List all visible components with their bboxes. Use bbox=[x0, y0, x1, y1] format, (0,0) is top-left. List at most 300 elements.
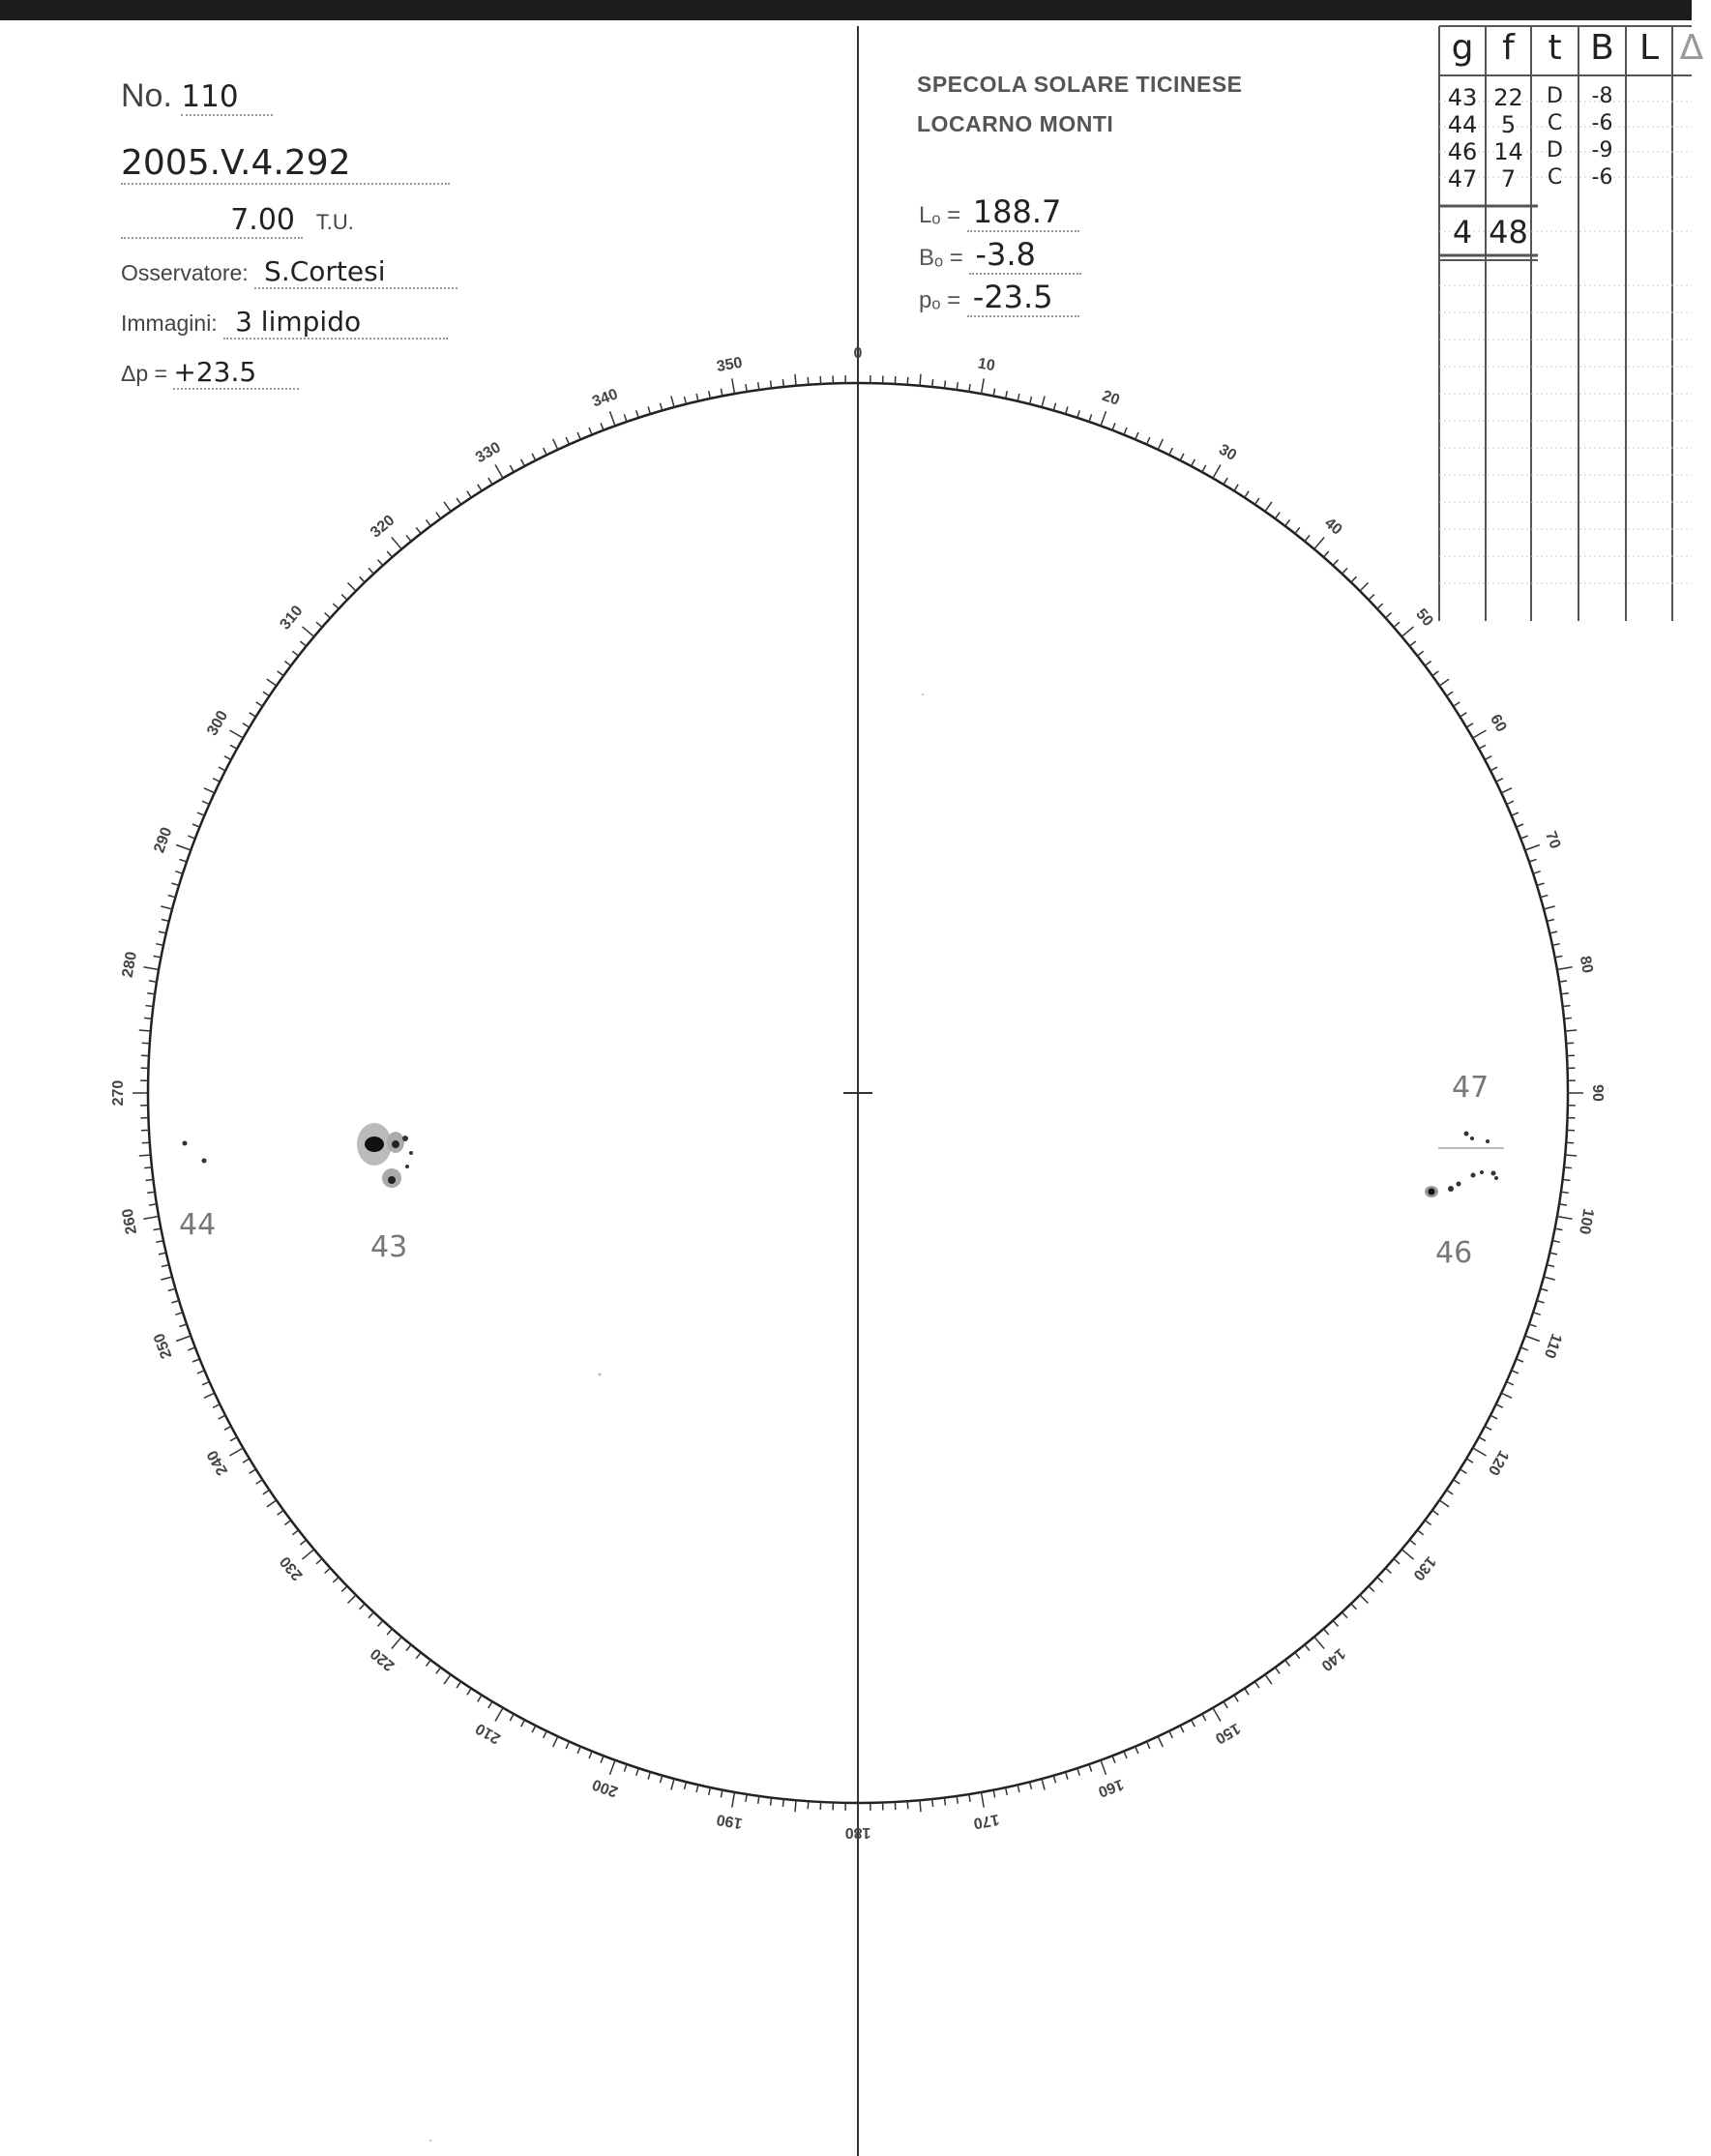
scale-tick bbox=[746, 1794, 747, 1802]
scale-tick bbox=[610, 1760, 616, 1775]
scale-tick bbox=[1314, 538, 1324, 549]
scale-tick bbox=[1564, 1018, 1572, 1019]
scale-tick bbox=[1066, 1772, 1068, 1780]
scale-tick bbox=[159, 1253, 166, 1255]
scale-tick bbox=[1529, 859, 1537, 862]
scale-tick bbox=[300, 641, 306, 646]
scale-tick bbox=[601, 1756, 604, 1763]
scale-tick bbox=[316, 1559, 322, 1564]
scale-tick bbox=[982, 378, 985, 394]
scale-tick bbox=[149, 1204, 157, 1205]
scale-tick bbox=[1401, 627, 1413, 636]
scale-label: 340 bbox=[590, 386, 621, 411]
col-header-t: t bbox=[1548, 28, 1562, 68]
scale-tick bbox=[192, 1359, 199, 1362]
number-label: No. bbox=[121, 77, 172, 114]
scale-tick bbox=[303, 627, 314, 636]
scale-tick bbox=[162, 920, 169, 922]
col-header-B: B bbox=[1590, 28, 1614, 68]
scale-tick bbox=[610, 411, 616, 426]
scale-tick bbox=[488, 1701, 492, 1708]
scale-tick bbox=[1559, 1204, 1567, 1205]
scale-tick bbox=[1377, 1578, 1383, 1582]
scale-tick bbox=[957, 1796, 958, 1804]
scale-tick bbox=[1512, 1371, 1519, 1373]
plate-speck bbox=[599, 1373, 602, 1376]
scale-label: 160 bbox=[1095, 1775, 1126, 1800]
scale-label: 310 bbox=[277, 603, 307, 634]
col-header-f: f bbox=[1502, 28, 1515, 68]
scale-tick bbox=[1555, 1228, 1563, 1230]
scale-tick bbox=[495, 465, 503, 479]
scale-tick bbox=[1417, 651, 1423, 656]
scale-tick bbox=[945, 1798, 946, 1806]
scale-tick bbox=[1394, 1559, 1400, 1564]
sunspot-group-47 bbox=[1438, 1132, 1504, 1149]
scale-tick bbox=[510, 465, 514, 472]
scale-tick bbox=[1324, 551, 1329, 557]
scale-tick bbox=[161, 1277, 172, 1280]
images-label: Immagini: bbox=[121, 310, 218, 336]
scale-tick bbox=[146, 1180, 154, 1181]
scale-tick bbox=[945, 381, 946, 389]
scale-tick bbox=[907, 1801, 908, 1809]
scale-tick bbox=[1180, 1726, 1184, 1732]
scale-tick bbox=[696, 394, 698, 401]
scale-tick bbox=[1439, 679, 1449, 686]
scale-label: 140 bbox=[1317, 1644, 1348, 1674]
scale-tick bbox=[1537, 1301, 1545, 1303]
scale-tick bbox=[1565, 1155, 1577, 1156]
scale-tick bbox=[263, 1490, 270, 1494]
scale-tick bbox=[467, 491, 471, 498]
scale-tick bbox=[1561, 993, 1569, 994]
scale-tick bbox=[1158, 439, 1163, 450]
scale-tick bbox=[1369, 595, 1374, 601]
scale-tick bbox=[544, 448, 547, 455]
scale-label: 220 bbox=[368, 1644, 398, 1674]
scale-tick bbox=[795, 1800, 796, 1812]
scale-tick bbox=[188, 836, 195, 839]
scale-tick bbox=[175, 871, 183, 874]
scale-tick bbox=[907, 377, 908, 385]
scale-tick bbox=[230, 745, 237, 749]
scale-tick bbox=[341, 1586, 347, 1592]
scale-tick bbox=[589, 1752, 592, 1758]
scale-tick bbox=[1517, 824, 1523, 827]
scale-tick bbox=[1254, 498, 1259, 505]
scale-tick bbox=[1432, 1510, 1439, 1515]
scale-tick bbox=[333, 1578, 339, 1582]
scale-label: 30 bbox=[1216, 441, 1240, 464]
scale-tick bbox=[495, 1708, 503, 1722]
scale-tick bbox=[478, 485, 482, 491]
scale-tick bbox=[553, 1736, 558, 1747]
scale-tick bbox=[171, 883, 179, 885]
scale-tick bbox=[624, 414, 627, 422]
scale-tick bbox=[1485, 1427, 1491, 1431]
scale-tick bbox=[416, 1652, 421, 1658]
scale-tick bbox=[1077, 410, 1080, 418]
scale-tick bbox=[1066, 406, 1068, 414]
p0-value: -23.5 bbox=[967, 279, 1079, 317]
scale-tick bbox=[1512, 812, 1519, 815]
scale-tick bbox=[1409, 1540, 1415, 1545]
scale-tick bbox=[758, 1796, 759, 1804]
scale-tick bbox=[1305, 535, 1310, 541]
scale-tick bbox=[1295, 1652, 1300, 1658]
scale-tick bbox=[1566, 1142, 1574, 1143]
scale-tick bbox=[219, 1415, 225, 1419]
scale-tick bbox=[1275, 1668, 1280, 1674]
scale-tick bbox=[143, 967, 159, 970]
scale-tick bbox=[243, 1459, 250, 1462]
scale-tick bbox=[1030, 397, 1032, 404]
B0-value: -3.8 bbox=[969, 236, 1081, 275]
scale-tick bbox=[771, 1798, 772, 1806]
scale-tick bbox=[213, 1404, 220, 1408]
scale-tick bbox=[1224, 478, 1227, 485]
cell-g: 46 bbox=[1447, 138, 1478, 165]
scale-tick bbox=[808, 1801, 809, 1809]
scale-tick bbox=[348, 1595, 357, 1604]
scale-tick bbox=[1101, 1760, 1106, 1775]
scale-tick bbox=[1006, 391, 1008, 399]
scale-tick bbox=[732, 378, 735, 394]
scale-tick bbox=[1089, 1764, 1092, 1772]
scale-tick bbox=[624, 1764, 627, 1772]
scale-tick bbox=[1520, 1347, 1528, 1350]
scale-tick bbox=[175, 1313, 183, 1315]
cell-B: -9 bbox=[1591, 138, 1613, 162]
scale-tick bbox=[1547, 1265, 1554, 1267]
group-label-43: 43 bbox=[370, 1230, 408, 1264]
scale-tick bbox=[1473, 730, 1487, 738]
scale-tick bbox=[1425, 662, 1431, 666]
scale-tick bbox=[636, 410, 639, 418]
scale-tick bbox=[142, 1142, 150, 1143]
scale-tick bbox=[721, 1790, 723, 1798]
scale-tick bbox=[1533, 871, 1541, 874]
scale-tick bbox=[648, 1772, 650, 1780]
scale-tick bbox=[1042, 396, 1045, 407]
scale-tick bbox=[278, 671, 284, 676]
scale-tick bbox=[147, 1192, 155, 1193]
scale-tick bbox=[1544, 906, 1555, 909]
scale-tick bbox=[1202, 465, 1206, 472]
scale-tick bbox=[1541, 1288, 1549, 1290]
cell-t: D bbox=[1547, 138, 1563, 162]
scale-tick bbox=[1479, 745, 1486, 749]
scale-tick bbox=[387, 551, 392, 557]
scale-tick bbox=[1245, 1689, 1249, 1696]
scale-tick bbox=[250, 713, 256, 717]
cell-f: 7 bbox=[1500, 165, 1517, 192]
time-unit: T.U. bbox=[315, 210, 354, 234]
scale-tick bbox=[267, 1500, 277, 1507]
total-groups: 4 bbox=[1452, 214, 1473, 251]
scale-tick bbox=[256, 702, 263, 706]
scale-tick bbox=[316, 622, 322, 627]
scale-tick bbox=[161, 906, 172, 909]
scale-tick bbox=[292, 1530, 298, 1535]
scale-tick bbox=[202, 1382, 209, 1385]
scale-tick bbox=[671, 396, 674, 407]
observer-value: S.Cortesi bbox=[254, 255, 457, 289]
scale-tick bbox=[300, 1540, 306, 1545]
scale-tick bbox=[661, 1776, 663, 1784]
scale-tick bbox=[1018, 394, 1019, 401]
scale-tick bbox=[566, 1742, 569, 1749]
scale-tick bbox=[1394, 622, 1400, 627]
scale-tick bbox=[1254, 1682, 1259, 1689]
scale-tick bbox=[601, 423, 604, 430]
scale-tick bbox=[156, 944, 163, 946]
scale-label: 90 bbox=[1588, 1084, 1606, 1102]
scale-tick bbox=[1213, 1708, 1221, 1722]
scale-tick bbox=[197, 1371, 204, 1373]
scale-tick bbox=[1245, 491, 1249, 498]
scale-tick bbox=[1417, 1530, 1423, 1535]
scale-label: 130 bbox=[1409, 1552, 1439, 1583]
cell-f: 22 bbox=[1493, 84, 1523, 111]
scale-tick bbox=[392, 538, 401, 549]
scale-tick bbox=[758, 382, 759, 390]
cell-f: 14 bbox=[1493, 138, 1523, 165]
scale-tick bbox=[139, 1030, 151, 1031]
scale-tick bbox=[1490, 767, 1497, 771]
scale-tick bbox=[1485, 756, 1491, 760]
scale-tick bbox=[1473, 1448, 1487, 1456]
scale-tick bbox=[1285, 519, 1290, 525]
delta-p-value: +23.5 bbox=[173, 356, 299, 390]
scale-tick bbox=[1507, 1382, 1514, 1385]
scale-label: 60 bbox=[1487, 711, 1510, 735]
scale-tick bbox=[1401, 1550, 1413, 1559]
scale-label: 260 bbox=[119, 1207, 141, 1236]
scale-tick bbox=[1561, 1192, 1569, 1193]
scale-tick bbox=[1409, 641, 1415, 646]
scale-tick bbox=[1447, 1490, 1454, 1494]
scale-tick bbox=[1507, 801, 1514, 804]
scale-label: 240 bbox=[204, 1447, 232, 1478]
scale-label: 50 bbox=[1412, 605, 1436, 631]
scale-label: 270 bbox=[110, 1079, 128, 1107]
scale-tick bbox=[648, 406, 650, 414]
scale-label: 300 bbox=[204, 708, 232, 739]
scale-tick bbox=[1537, 883, 1545, 885]
scale-tick bbox=[192, 824, 199, 827]
cell-t: C bbox=[1547, 165, 1563, 190]
scale-tick bbox=[1136, 432, 1138, 439]
scale-tick bbox=[230, 1448, 244, 1456]
scale-tick bbox=[1454, 1480, 1460, 1484]
scale-tick bbox=[1565, 1030, 1577, 1031]
scale-tick bbox=[278, 1510, 284, 1515]
scale-tick bbox=[1386, 613, 1392, 618]
scale-tick bbox=[159, 931, 166, 933]
scale-label: 10 bbox=[976, 355, 996, 375]
scale-tick bbox=[303, 1550, 314, 1559]
scale-tick bbox=[1018, 1785, 1019, 1792]
scale-tick bbox=[427, 519, 431, 525]
scale-tick bbox=[1386, 1568, 1392, 1573]
scale-tick bbox=[387, 1629, 392, 1635]
scale-tick bbox=[1192, 1720, 1195, 1727]
scale-label: 70 bbox=[1542, 829, 1564, 851]
scale-tick bbox=[636, 1768, 639, 1776]
scale-tick bbox=[661, 403, 663, 411]
scale-tick bbox=[566, 437, 569, 444]
group-label-44: 44 bbox=[179, 1208, 217, 1242]
scale-tick bbox=[1466, 724, 1473, 727]
scale-tick bbox=[808, 377, 809, 385]
scale-label: 80 bbox=[1576, 955, 1596, 975]
scale-tick bbox=[1557, 967, 1573, 970]
scale-tick bbox=[250, 1469, 256, 1473]
scale-tick bbox=[1101, 411, 1106, 426]
scale-tick bbox=[1265, 1674, 1272, 1684]
scale-tick bbox=[1202, 1714, 1206, 1721]
scale-label: 350 bbox=[715, 354, 744, 376]
scale-tick bbox=[1533, 1313, 1541, 1315]
images-value: 3 limpido bbox=[223, 306, 448, 340]
scale-tick bbox=[1544, 1277, 1555, 1280]
scale-tick bbox=[457, 498, 461, 505]
scale-tick bbox=[378, 560, 383, 566]
scale-tick bbox=[932, 1799, 933, 1807]
scale-tick bbox=[1342, 568, 1347, 574]
scale-tick bbox=[1549, 1253, 1557, 1255]
scale-tick bbox=[1295, 527, 1300, 533]
col-header-delta: Δ bbox=[1679, 28, 1704, 68]
scale-tick bbox=[521, 1720, 525, 1727]
scale-tick bbox=[1265, 502, 1272, 512]
scale-tick bbox=[1447, 692, 1454, 696]
col-header-L: L bbox=[1638, 28, 1660, 68]
scale-tick bbox=[782, 1799, 783, 1807]
p0-label: pₒ = bbox=[919, 287, 961, 313]
scale-tick bbox=[577, 432, 580, 439]
scale-tick bbox=[1351, 1604, 1357, 1610]
scale-tick bbox=[146, 1006, 154, 1007]
scale-tick bbox=[1224, 1701, 1227, 1708]
number-value: 110 bbox=[181, 79, 273, 116]
scale-tick bbox=[932, 379, 933, 387]
scale-tick bbox=[1042, 1779, 1045, 1790]
scale-tick bbox=[544, 1731, 547, 1738]
scale-tick bbox=[436, 1668, 441, 1674]
scale-tick bbox=[1525, 845, 1540, 851]
scale-tick bbox=[993, 389, 995, 397]
scale-tick bbox=[243, 724, 250, 727]
cell-t: C bbox=[1547, 111, 1563, 135]
scale-label: 100 bbox=[1575, 1207, 1597, 1236]
scale-tick bbox=[176, 845, 191, 851]
scale-tick bbox=[1169, 448, 1173, 455]
delta-p-label: Δp = bbox=[121, 361, 167, 386]
scale-label: 180 bbox=[844, 1823, 871, 1841]
scale-tick bbox=[521, 459, 525, 466]
scale-tick bbox=[1496, 779, 1503, 783]
scale-tick bbox=[1541, 896, 1549, 898]
scale-tick bbox=[1089, 414, 1092, 422]
plate-speck bbox=[922, 694, 924, 695]
scale-tick bbox=[360, 1604, 366, 1610]
L0-value: 188.7 bbox=[967, 193, 1079, 232]
scale-tick bbox=[1030, 1782, 1032, 1789]
scale-tick bbox=[143, 1217, 159, 1220]
scale-tick bbox=[333, 604, 339, 608]
scale-tick bbox=[369, 568, 373, 574]
scale-tick bbox=[1077, 1768, 1080, 1776]
scale-tick bbox=[1439, 1500, 1449, 1507]
group-label-46: 46 bbox=[1435, 1236, 1473, 1270]
scale-tick bbox=[457, 1682, 461, 1689]
scale-tick bbox=[1566, 1043, 1574, 1044]
scale-tick bbox=[488, 478, 492, 485]
scale-tick bbox=[416, 527, 421, 533]
scale-tick bbox=[154, 956, 162, 958]
scale-tick bbox=[1234, 1696, 1238, 1702]
scale-tick bbox=[1552, 944, 1560, 946]
scale-tick bbox=[1549, 931, 1557, 933]
scale-tick bbox=[510, 1714, 514, 1721]
scale-tick bbox=[292, 651, 298, 656]
scale-tick bbox=[782, 379, 783, 387]
scale-tick bbox=[1552, 1241, 1560, 1243]
scale-label: 320 bbox=[368, 512, 398, 542]
scale-tick bbox=[427, 1660, 431, 1666]
sunspot-group-43 bbox=[357, 1123, 413, 1188]
scale-tick bbox=[176, 1336, 191, 1342]
scale-tick bbox=[444, 1674, 451, 1684]
scale-tick bbox=[267, 679, 277, 686]
scale-tick bbox=[1490, 1415, 1497, 1419]
scale-tick bbox=[1333, 1621, 1338, 1627]
scale-tick bbox=[1501, 788, 1512, 793]
scale-tick bbox=[1192, 459, 1195, 466]
scale-tick bbox=[1517, 1359, 1523, 1362]
scale-tick bbox=[1425, 1521, 1431, 1525]
scale-tick bbox=[1180, 454, 1184, 460]
scale-tick bbox=[197, 812, 204, 815]
scale-tick bbox=[685, 397, 687, 404]
cell-B: -6 bbox=[1591, 165, 1613, 190]
scale-tick bbox=[406, 1644, 411, 1650]
scale-tick bbox=[920, 1800, 921, 1812]
scale-tick bbox=[188, 1347, 195, 1350]
scale-tick bbox=[406, 535, 411, 541]
scale-tick bbox=[204, 1393, 215, 1398]
scale-tick bbox=[1147, 437, 1150, 444]
scale-label: 280 bbox=[119, 950, 141, 979]
scale-tick bbox=[1124, 1752, 1127, 1758]
scale-tick bbox=[179, 1324, 187, 1327]
scale-tick bbox=[149, 981, 157, 982]
scale-tick bbox=[325, 613, 331, 618]
scale-tick bbox=[1158, 1736, 1163, 1747]
scale-tick bbox=[156, 1241, 163, 1243]
scale-tick bbox=[1333, 560, 1338, 566]
scale-tick bbox=[671, 1779, 674, 1790]
scale-tick bbox=[1529, 1324, 1537, 1327]
scale-tick bbox=[696, 1785, 698, 1792]
scale-tick bbox=[1432, 671, 1439, 676]
observer-label: Osservatore: bbox=[121, 260, 249, 285]
scale-tick bbox=[1479, 1437, 1486, 1441]
scale-tick bbox=[230, 730, 244, 738]
